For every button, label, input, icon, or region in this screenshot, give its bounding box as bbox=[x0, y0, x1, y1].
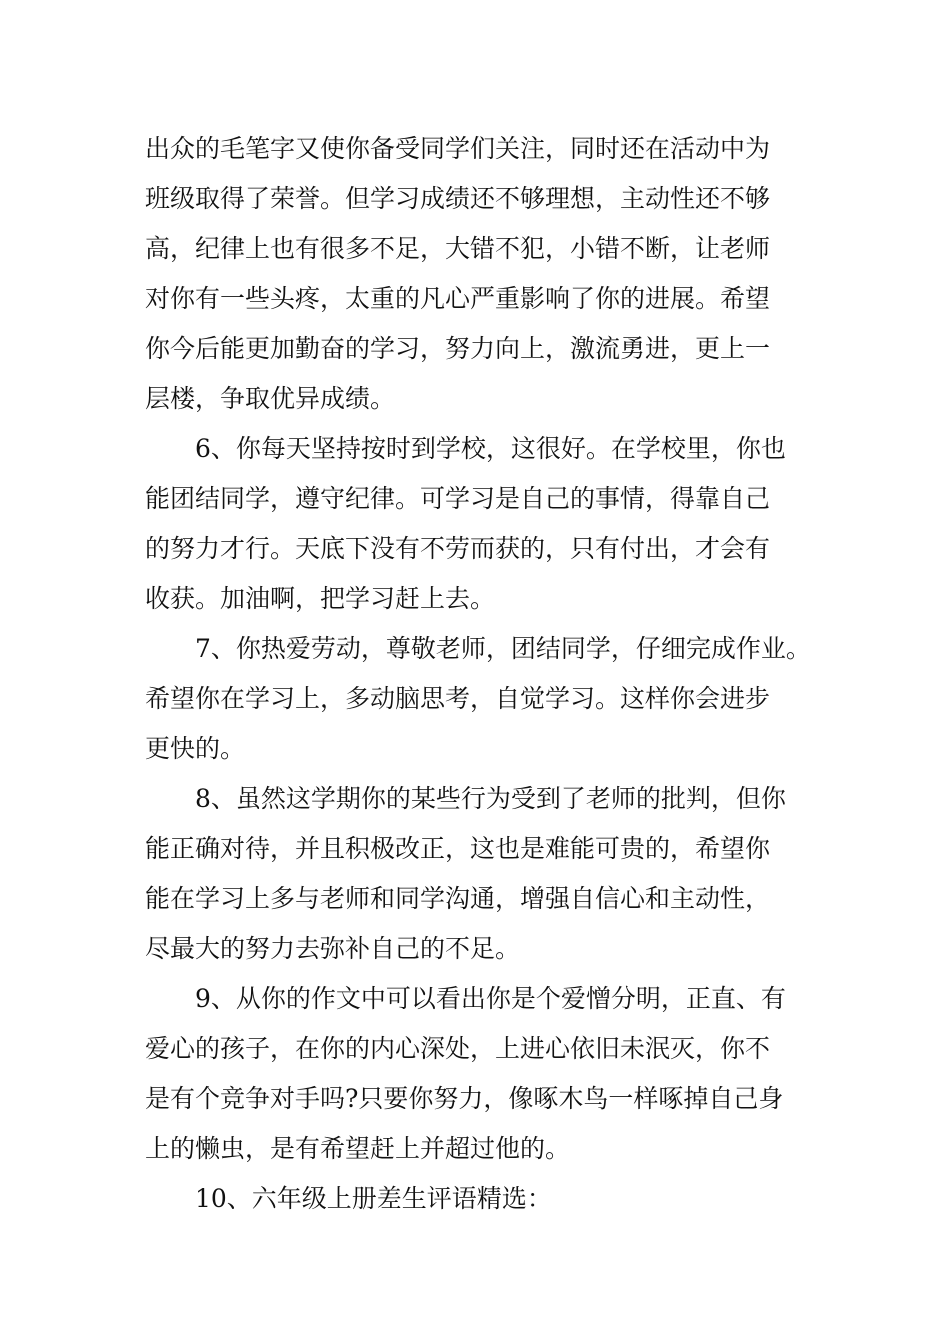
text-line: 更快的。 bbox=[145, 734, 246, 763]
text-line: 班级取得了荣誉。但学习成绩还不够理想，主动性还不够 bbox=[145, 184, 771, 213]
text-line: 出众的毛笔字又使你备受同学们关注，同时还在活动中为 bbox=[145, 134, 771, 163]
text-line: 对你有一些头疼，太重的凡心严重影响了你的进展。希望 bbox=[145, 284, 771, 313]
text-line: 能正确对待，并且积极改正，这也是难能可贵的，希望你 bbox=[145, 834, 771, 863]
text-line: 上的懒虫，是有希望赶上并超过他的。 bbox=[145, 1134, 571, 1163]
text-line: 的努力才行。天底下没有不劳而获的，只有付出，才会有 bbox=[145, 534, 771, 563]
text-line: 希望你在学习上，多动脑思考，自觉学习。这样你会进步 bbox=[145, 684, 771, 713]
text-line: 能在学习上多与老师和同学沟通，增强自信心和主动性， bbox=[145, 884, 771, 913]
paragraph-start-line: 9、从你的作文中可以看出你是个爱憎分明，正直、有 bbox=[195, 984, 786, 1013]
text-line: 收获。加油啊，把学习赶上去。 bbox=[145, 584, 496, 613]
paragraph-start-line: 7、你热爱劳动，尊敬老师，团结同学，仔细完成作业。 bbox=[195, 634, 811, 663]
section-heading-line: 10、六年级上册差生评语精选： bbox=[195, 1184, 552, 1213]
comment-text-block bbox=[145, 124, 825, 1224]
text-line: 层楼，争取优异成绩。 bbox=[145, 384, 396, 413]
text-line: 你今后能更加勤奋的学习，努力向上，激流勇进，更上一 bbox=[145, 334, 771, 363]
paragraph-start-line: 6、你每天坚持按时到学校，这很好。在学校里，你也 bbox=[195, 434, 786, 463]
text-line: 是有个竞争对手吗?只要你努力，像啄木鸟一样啄掉自己身 bbox=[145, 1084, 784, 1113]
text-line: 尽最大的努力去弥补自己的不足。 bbox=[145, 934, 521, 963]
paragraph-start-line: 8、虽然这学期你的某些行为受到了老师的批判，但你 bbox=[195, 784, 786, 813]
text-line: 能团结同学，遵守纪律。可学习是自己的事情，得靠自己 bbox=[145, 484, 771, 513]
text-line: 爱心的孩子，在你的内心深处，上进心依旧未泯灭，你不 bbox=[145, 1034, 771, 1063]
text-line: 高，纪律上也有很多不足，大错不犯，小错不断，让老师 bbox=[145, 234, 771, 263]
